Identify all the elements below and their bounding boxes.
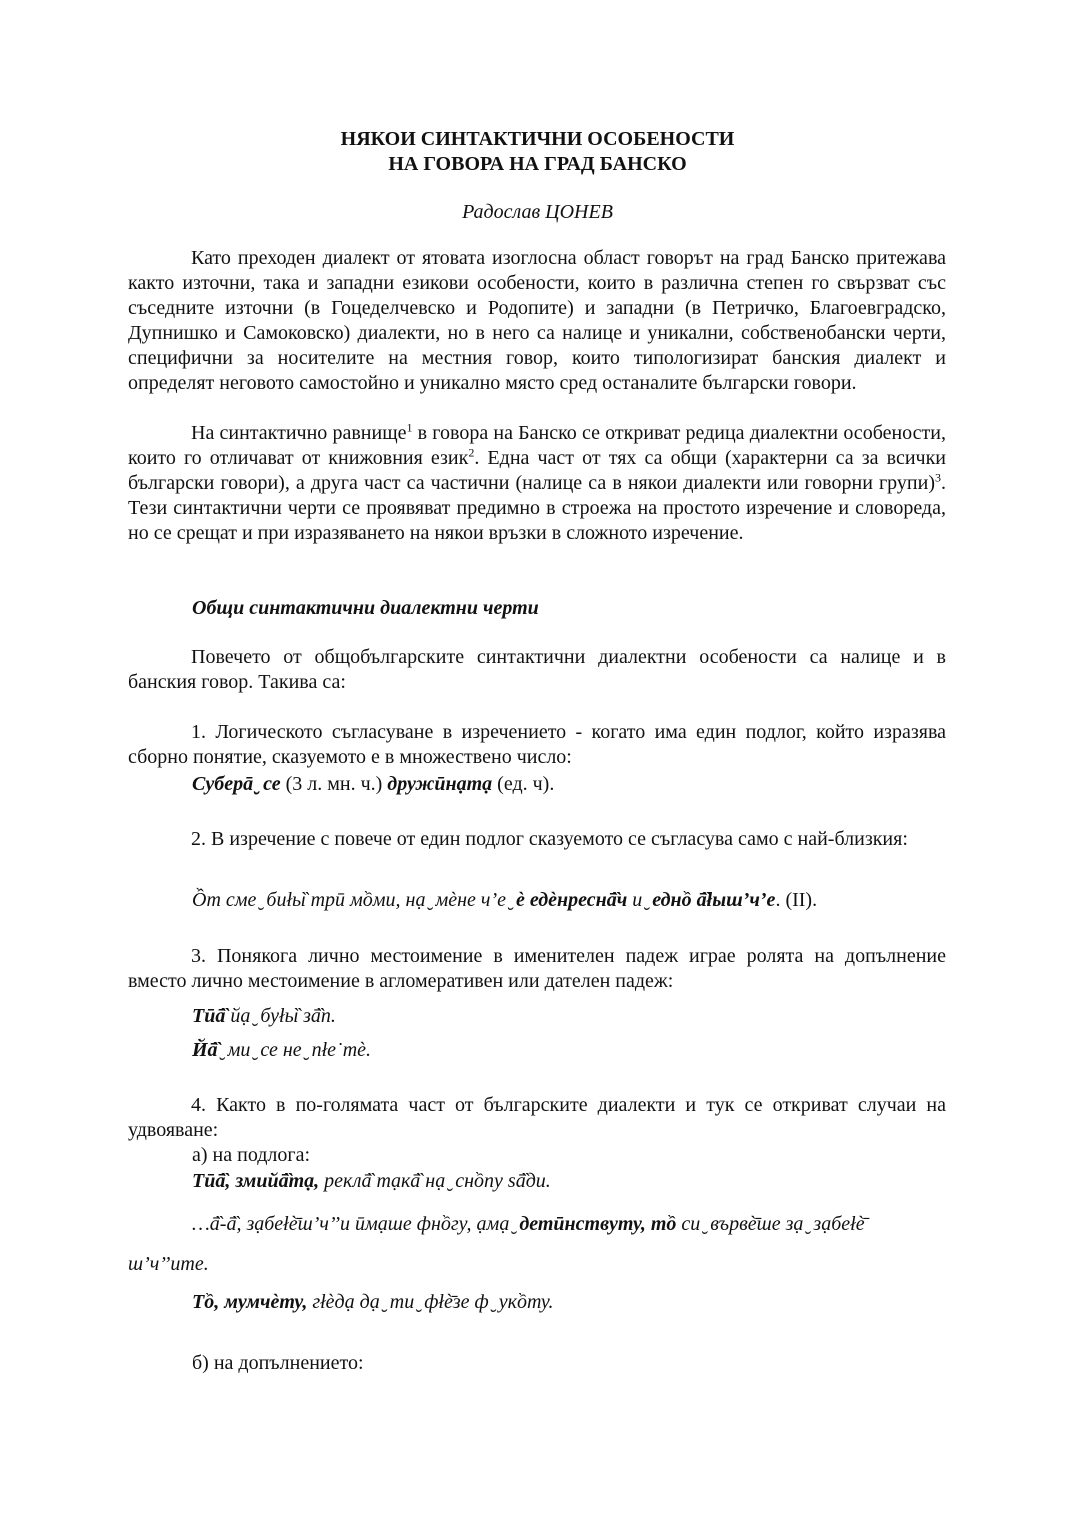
item-2-ex-d: еднồ ā̏łыш’ч’е bbox=[652, 889, 776, 911]
item-3-ex2-b: ̮ ми ̮ се не ̮ пłе˙тѐ. bbox=[217, 1039, 372, 1061]
item-2-ex-e: . (II). bbox=[775, 889, 818, 911]
item-4-example-2-cont bbox=[128, 1252, 948, 1277]
item-3-example-2 bbox=[192, 1038, 952, 1063]
item-3-ex1-b: йạ ̮ буłы̏ зā̏п. bbox=[225, 1005, 336, 1027]
footnote-ref-3[interactable]: 3 bbox=[935, 470, 941, 485]
item-4-example-3 bbox=[192, 1290, 952, 1315]
item-1-ex-a: Суберā ̮ се bbox=[192, 773, 281, 795]
intro-p2-part-c: . Една част от тях са общи (характерни са за всички български говори), а друга част са частични (налице са в някои диалекти или говорни групи) bbox=[128, 447, 947, 494]
item-4-text: 4. Както в по-голямата част от българските диалекти и тук се откриват случаи на удвояване: bbox=[128, 1094, 946, 1141]
intro-p2-part-a: На синтактично равнище bbox=[191, 422, 407, 444]
footnote-ref-1[interactable]: 1 bbox=[406, 420, 413, 435]
item-3-ex2-a: Йā̏ bbox=[192, 1039, 218, 1061]
intro-p2-part-b: в говора на Банско се откриват редица диалектни особености, които го отличават от книжовния език bbox=[128, 422, 946, 469]
section-heading: Общи синтактични диалектни черти bbox=[192, 597, 539, 619]
item-2-text: 2. В изречение с повече от един подлог сказуемото се съгласува само с най-близкия: bbox=[191, 828, 908, 850]
item-3-text: 3. Понякога лично местоимение в именителен падеж играе ролята на допълнение вместо лично местоимение в агломеративен или дателен падеж: bbox=[128, 945, 946, 992]
item-2-ex-c: и ̮ bbox=[627, 889, 653, 911]
item-4-ex1-a: Тӣā̏, змийā̏тạ, bbox=[192, 1170, 320, 1192]
item-4-ex1-b: реклā̏ тạкā̏ нạ ̮ снồпу ѕā̏ди. bbox=[319, 1170, 551, 1192]
item-4-example-2 bbox=[192, 1212, 952, 1237]
footnote-ref-2[interactable]: 2 bbox=[468, 445, 475, 460]
author-name: Радослав ЦОНЕВ bbox=[462, 201, 613, 223]
item-4-sub-b: б) на допълнението: bbox=[192, 1352, 364, 1374]
item-4-ex2-b: детӣнствуту, тồ bbox=[519, 1213, 677, 1235]
item-4-ex2-c: си ̮ вървѐ̄ше зạ ̮ зạбеłѐ̄ bbox=[676, 1213, 865, 1235]
section-intro: Повечето от общобългарските синтактични диалектни особености са налице и в банския говор. Такива са: bbox=[128, 646, 946, 693]
intro-p2-part-d: . Тези синтактични черти се проявяват предимно в строежа на простото изречение и словореда, но се срещат и при изразяването на някои връзки в сложното изречение. bbox=[128, 472, 946, 544]
item-3-example-1 bbox=[192, 1004, 952, 1029]
intro-paragraph-1: Като преходен диалект от ятовата изоглосна област говорът на град Банско притежава както източни, така и западни езикови особености, които в различна степен го свързват със съседните източни (в Гоцеделчевско и Родопите) и западни (в Петричко, Благоевградско, Дупнишко и Самоковско) диалекти, но в него са налице и уникални, собственобански черти, специфични за носителите на местния говор, които типологизират банския диалект и определят неговото самостойно и уникално място сред останалите български говори. bbox=[128, 247, 946, 394]
item-4-ex3-b: гłѐдạ дạ ̮ ти ̮ фłѐ̄зе ф ̮ укồту. bbox=[307, 1291, 554, 1313]
item-2-ex-b: ѐ едѐнреснā̏ч bbox=[515, 889, 628, 911]
item-4-ex2-a: …ā̏-ā̏, зạбеłѐ̄ш’ч’’и ӣмạше фнồгу, ạмạ ̮ bbox=[192, 1213, 520, 1235]
item-2-example bbox=[192, 888, 952, 913]
item-1-ex-c: дружӣнạтạ bbox=[387, 773, 493, 795]
intro-paragraph-2 bbox=[128, 421, 946, 546]
item-4-example-1 bbox=[192, 1169, 952, 1194]
item-1-ex-b: (3 л. мн. ч.) bbox=[280, 773, 388, 795]
item-1-text: 1. Логическото съгласуване в изречението - когато има един подлог, който изразява сборно понятие, сказуемото е в множествено число: bbox=[128, 721, 946, 768]
item-1-ex-d: (ед. ч). bbox=[492, 773, 555, 795]
item-3-ex1-a: Тӣā̏ bbox=[192, 1005, 226, 1027]
title-line-1: НЯКОИ СИНТАКТИЧНИ ОСОБЕНОСТИ bbox=[340, 128, 735, 150]
item-1-example bbox=[192, 772, 952, 797]
item-4-ex3-a: Тồ, мумчѐту, bbox=[192, 1291, 308, 1313]
item-4-ex2-d: ш’ч’’ите. bbox=[128, 1253, 209, 1275]
item-4-sub-a: а) на подлога: bbox=[192, 1144, 311, 1166]
item-2-ex-a: Ồт сме ̮ биłы̏ трӣ мồми, нạ ̮ мѐне ч’е ̮ bbox=[192, 889, 516, 911]
title-line-2: НА ГОВОРА НА ГРАД БАНСКО bbox=[388, 153, 687, 175]
